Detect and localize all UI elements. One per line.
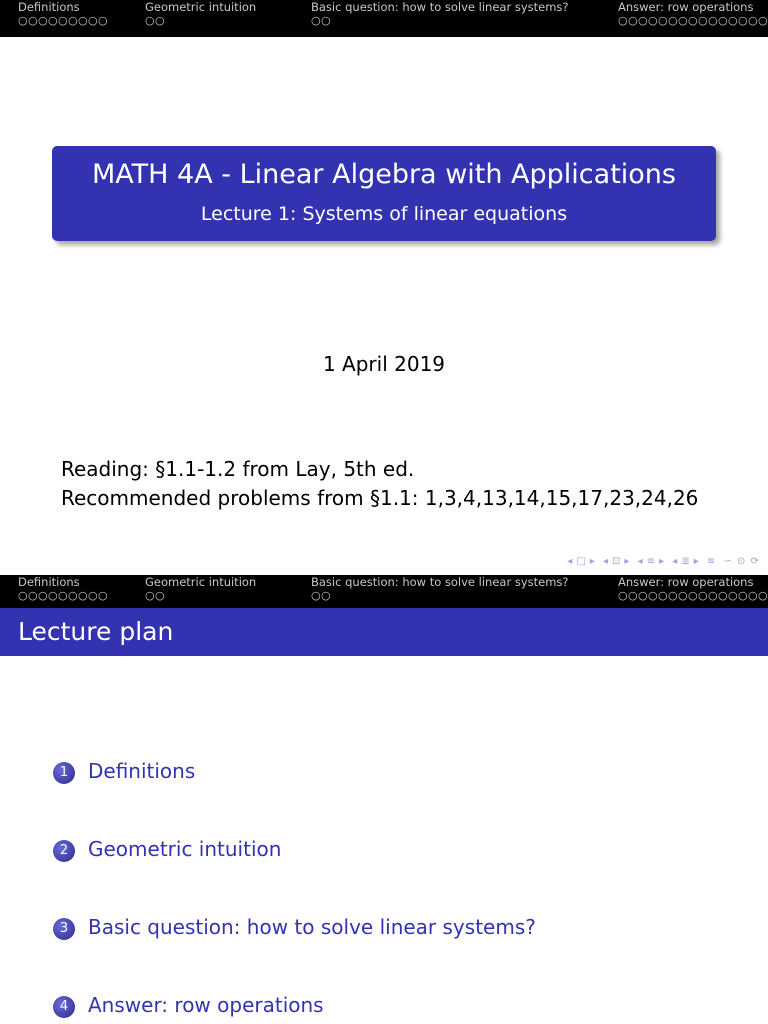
nav-section-geometric-intuition[interactable] (145, 576, 256, 602)
document-icon[interactable]: ≡ (706, 556, 717, 567)
subsection-icon[interactable]: ⊡ (612, 556, 622, 567)
nav-frame-dots: ○○ (311, 14, 331, 27)
nav-frame-dots: ○○○○○○○○○○○○○○○ (618, 14, 768, 27)
title-block (52, 146, 716, 241)
reading-assignment (61, 455, 698, 513)
toc-item-basic-question[interactable] (53, 915, 536, 940)
nav-section-label: Definitions (18, 0, 80, 14)
frame-title: Lecture plan (18, 617, 174, 646)
nav-section-label: Basic question: how to solve linear systems? (311, 575, 569, 589)
toc-item-label: Answer: row operations (88, 993, 324, 1017)
prev-section-icon[interactable]: ◂ (637, 556, 644, 567)
nav-section-label: Definitions (18, 575, 80, 589)
nav-section-label: Basic question: how to solve linear systems? (311, 0, 569, 14)
nav-frame-dots: ○○ (145, 589, 165, 602)
section-icon[interactable]: ≡ (646, 556, 657, 567)
nav-section-definitions[interactable] (18, 1, 108, 27)
part-icon[interactable]: ≣ (681, 556, 691, 567)
nav-section-label: Answer: row operations (618, 575, 754, 589)
next-part-icon[interactable]: ▸ (693, 556, 700, 567)
toc-number-badge: 1 (53, 762, 75, 784)
frame-title-bar (0, 608, 768, 656)
prev-subsection-icon[interactable]: ◂ (603, 556, 610, 567)
nav-section-label: Geometric intuition (145, 575, 257, 589)
presentation-subtitle: Lecture 1: Systems of linear equations (200, 203, 568, 225)
toc-number-badge: 4 (53, 996, 75, 1018)
nav-section-geometric-intuition[interactable] (145, 1, 256, 27)
presentation-title: MATH 4A - Linear Algebra with Applications (92, 159, 676, 190)
toc-item-label: Basic question: how to solve linear systems? (88, 915, 536, 939)
nav-section-row-operations[interactable] (618, 576, 768, 602)
nav-frame-dots: ○○ (311, 589, 331, 602)
nav-section-basic-question[interactable] (311, 576, 569, 602)
presentation-date: 1 April 2019 (322, 352, 446, 376)
section-navigation-bar (0, 575, 768, 612)
nav-section-label: Geometric intuition (145, 0, 257, 14)
beamer-navigation-symbols (564, 556, 760, 567)
nav-frame-dots: ○○○○○○○○○ (18, 14, 108, 27)
prev-part-icon[interactable]: ◂ (672, 556, 679, 567)
toc-item-definitions[interactable] (53, 759, 195, 784)
toc-item-label: Definitions (88, 759, 196, 783)
toc-number-badge: 3 (53, 918, 75, 940)
toc-number-badge: 2 (53, 840, 75, 862)
nav-section-definitions[interactable] (18, 576, 108, 602)
reading-line: Reading: §1.1-1.2 from Lay, 5th ed. (61, 457, 415, 481)
recommended-problems-line: Recommended problems from §1.1: 1,3,4,13,14,15,17,23,24,26 (61, 486, 699, 510)
prev-frame-icon[interactable]: ◂ (567, 556, 574, 567)
toc-item-label: Geometric intuition (88, 837, 282, 861)
nav-frame-dots: ○○○○○○○○○ (18, 589, 108, 602)
next-section-icon[interactable]: ▸ (659, 556, 666, 567)
next-frame-icon[interactable]: ▸ (589, 556, 596, 567)
nav-section-row-operations[interactable] (618, 1, 768, 27)
nav-section-label: Answer: row operations (618, 0, 754, 14)
lecture-plan-slide (0, 575, 768, 1024)
search-icon[interactable]: ∽ ⊙ ⟳ (723, 556, 760, 567)
nav-section-basic-question[interactable] (311, 1, 569, 27)
frame-icon[interactable]: □ (576, 556, 587, 567)
nav-frame-dots: ○○ (145, 14, 165, 27)
section-navigation-bar (0, 0, 768, 37)
nav-frame-dots: ○○○○○○○○○○○○○○○ (618, 589, 768, 602)
next-subsection-icon[interactable]: ▸ (624, 556, 631, 567)
toc-item-geometric-intuition[interactable] (53, 837, 281, 862)
toc-item-row-operations[interactable] (53, 993, 324, 1018)
